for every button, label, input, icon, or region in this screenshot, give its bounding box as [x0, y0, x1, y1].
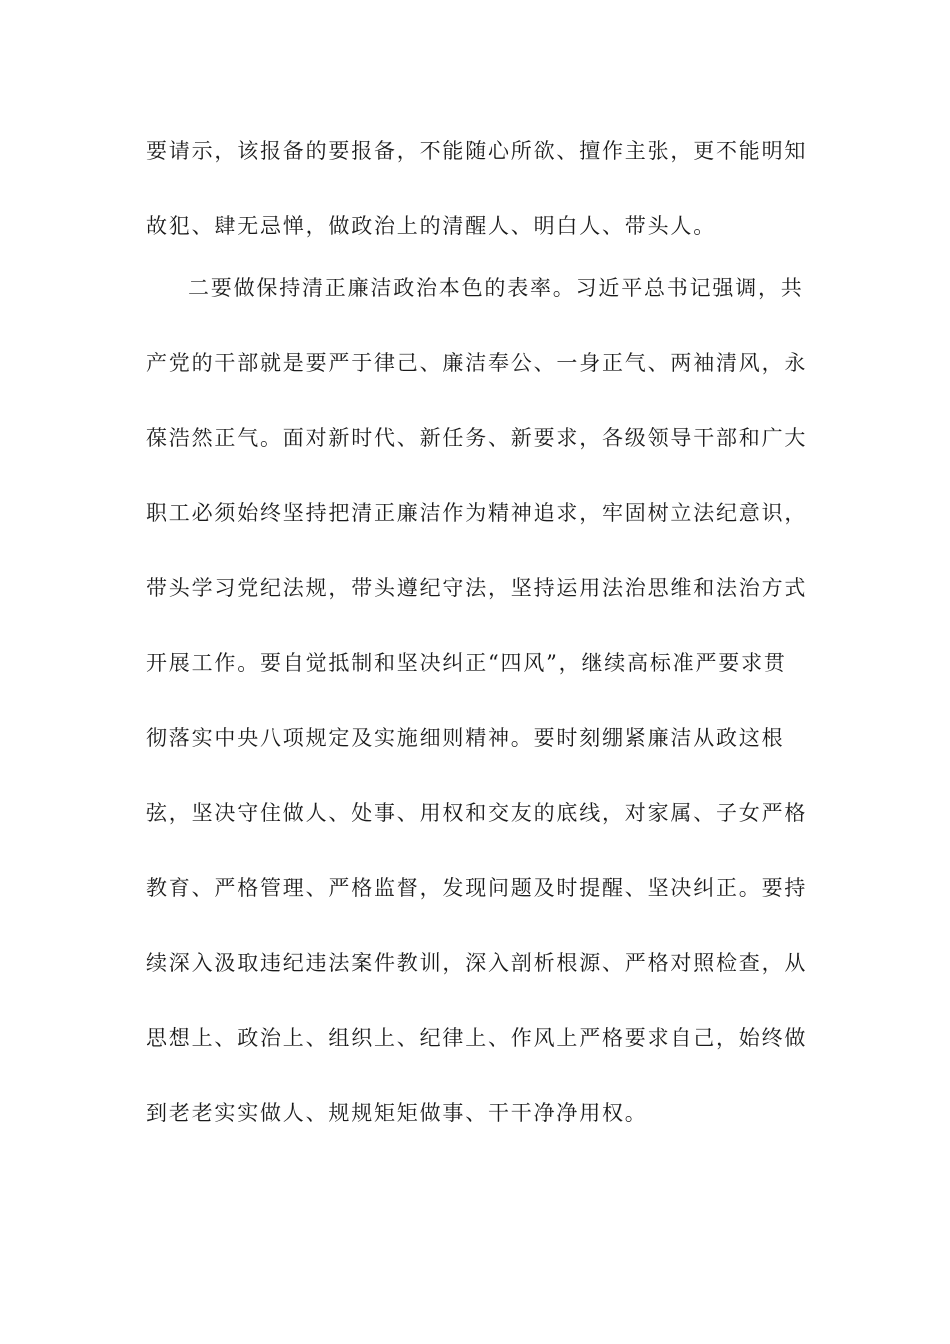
- text-line-8: 开展工作。要自觉抵制和坚决纠正“四风”，继续高标准严要求贯: [146, 651, 787, 675]
- text-line-14: 到老老实实做人、规规矩矩做事、干干净净用权。: [146, 1101, 648, 1125]
- text-line-7: 带头学习党纪法规，带头遵纪守法，坚持运用法治思维和法治方式: [146, 576, 808, 600]
- text-line-1: 要请示，该报备的要报备，不能随心所欲、擅作主张，更不能明知: [146, 139, 808, 163]
- text-line-9: 彻落实中央八项规定及实施细则精神。要时刻绷紧廉洁从政这根: [146, 726, 785, 750]
- text-line-6: 职工必须始终坚持把清正廉洁作为精神追求，牢固树立法纪意识，: [146, 501, 808, 525]
- text-line-2: 故犯、肆无忌惮，做政治上的清醒人、明白人、带头人。: [146, 214, 716, 238]
- text-line-4: 产党的干部就是要严于律己、廉洁奉公、一身正气、两袖清风，永: [146, 351, 808, 375]
- paragraph-heading-line: 二要做保持清正廉洁政治本色的表率。习近平总书记强调，共: [188, 276, 804, 300]
- text-line-11: 教育、严格管理、严格监督，发现问题及时提醒、坚决纠正。要持: [146, 876, 808, 900]
- text-line-10: 弦，坚决守住做人、处事、用权和交友的底线，对家属、子女严格: [146, 801, 808, 825]
- text-line-12: 续深入汲取违纪违法案件教训，深入剖析根源、严格对照检查，从: [146, 951, 808, 975]
- text-line-5: 葆浩然正气。面对新时代、新任务、新要求，各级领导干部和广大: [146, 426, 808, 450]
- text-line-13: 思想上、政治上、组织上、纪律上、作风上严格要求自己，始终做: [146, 1026, 808, 1050]
